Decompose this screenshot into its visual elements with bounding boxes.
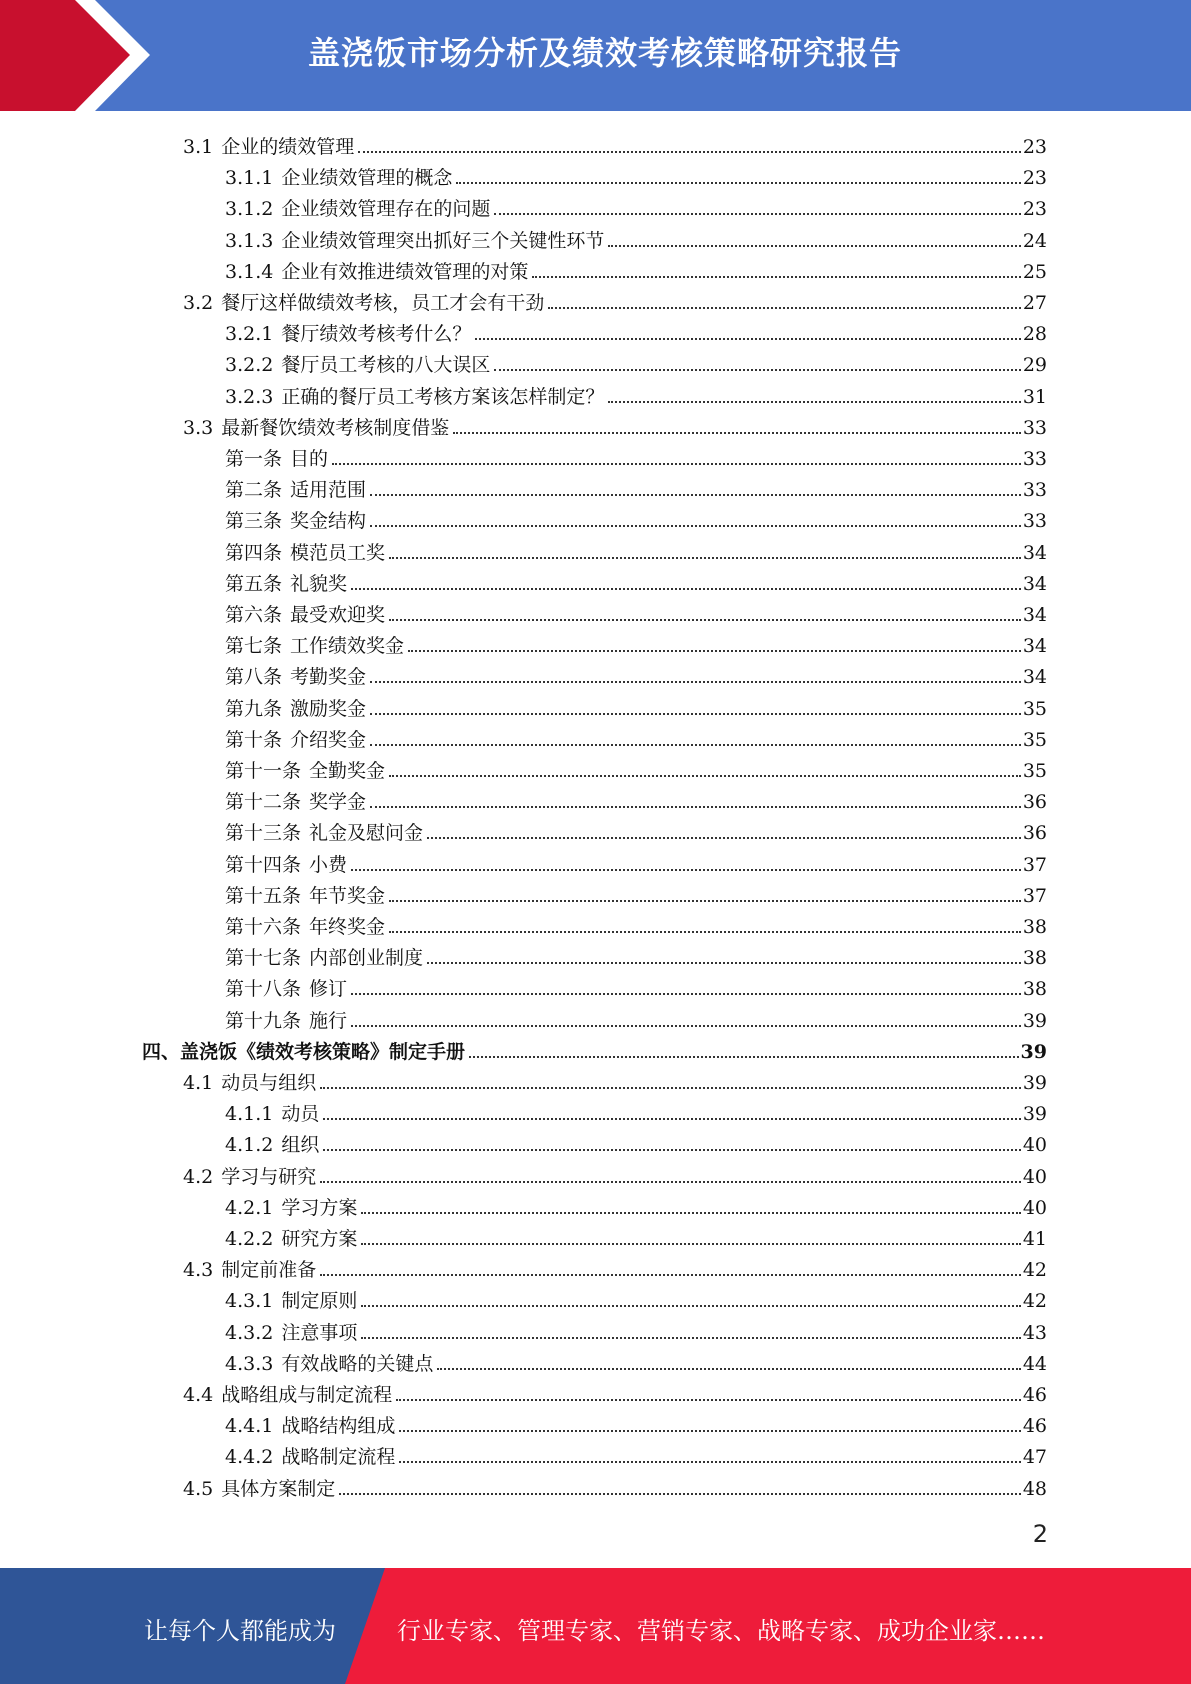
toc-entry-label: 餐厅员工考核的八大误区: [281, 354, 491, 377]
toc-entry[interactable]: [225, 846, 1047, 877]
toc-entry[interactable]: [225, 1220, 1047, 1251]
toc-dot-leader: [389, 619, 1021, 621]
toc-entry-label: 工作绩效奖金: [290, 635, 405, 658]
toc-entry-page: 39: [1022, 1009, 1047, 1032]
toc-entry-page: 29: [1022, 354, 1047, 377]
toc-entry-number: 第十条: [225, 728, 283, 751]
toc-dot-leader: [389, 931, 1021, 933]
toc-entry-page: 41: [1022, 1228, 1047, 1250]
toc-entry[interactable]: [225, 1345, 1047, 1376]
toc-entry-number: 3.1.1: [225, 167, 274, 190]
toc-entry-number: 4.2.2: [225, 1228, 274, 1250]
toc-entry-page: 31: [1022, 385, 1047, 408]
toc-entry-number: 第十二条: [225, 791, 302, 814]
toc-entry[interactable]: [225, 1407, 1047, 1438]
toc-entry-page: 42: [1022, 1259, 1047, 1282]
toc-entry[interactable]: [225, 471, 1047, 502]
toc-entry-number: 第一条: [225, 448, 283, 470]
toc-entry-page: 35: [1022, 760, 1047, 782]
toc-entry[interactable]: [225, 1438, 1047, 1469]
toc-entry-number: 3.2.1: [225, 323, 274, 346]
toc-entry-number: 4.4.1: [225, 1415, 274, 1438]
toc-entry[interactable]: [225, 502, 1047, 533]
toc-dot-leader: [339, 1493, 1021, 1495]
toc-entry[interactable]: [225, 1314, 1047, 1345]
toc-entry-label: 动员与组织: [221, 1072, 317, 1094]
toc-dot-leader: [453, 432, 1021, 434]
toc-entry-page: 35: [1022, 697, 1047, 720]
toc-entry-label: 战略制定流程: [281, 1446, 396, 1469]
toc-entry-number: 3.2.3: [225, 385, 274, 408]
toc-entry-page: 46: [1022, 1415, 1047, 1438]
toc-entry[interactable]: [225, 721, 1047, 752]
toc-dot-leader: [370, 744, 1021, 746]
toc-dot-leader: [370, 525, 1021, 527]
toc-entry-number: 3.1.2: [225, 198, 274, 221]
toc-dot-leader: [370, 713, 1021, 715]
page-number: 2: [1032, 1520, 1048, 1548]
toc-dot-leader: [370, 681, 1021, 683]
toc-entry-label: 企业绩效管理突出抓好三个关键性环节: [281, 229, 605, 252]
toc-entry-label: 制定原则: [281, 1290, 358, 1313]
toc-entry-number: 第十九条: [225, 1009, 302, 1032]
toc-dot-leader: [408, 650, 1021, 652]
toc-entry-page: 44: [1022, 1352, 1047, 1375]
toc-entry-page: 47: [1022, 1446, 1047, 1469]
toc-dot-leader: [361, 1337, 1020, 1339]
toc-entry-label: 企业有效推进绩效管理的对策: [281, 260, 529, 283]
toc-entry-page: 35: [1022, 728, 1047, 751]
toc-entry-number: 4.5: [183, 1477, 214, 1500]
toc-entry-number: 第十四条: [225, 853, 302, 876]
toc-dot-leader: [351, 869, 1021, 871]
toc-entry-number: 第十三条: [225, 822, 302, 845]
toc-entry-page: 38: [1022, 947, 1047, 970]
toc-entry-page: 34: [1022, 666, 1047, 689]
toc-entry-label: 目的: [290, 448, 329, 470]
toc-entry-label: 奖金结构: [290, 510, 367, 533]
toc-entry-page: 34: [1022, 572, 1047, 595]
toc-entry[interactable]: [183, 1376, 1047, 1407]
toc-dot-leader: [351, 1025, 1021, 1027]
toc-dot-leader: [323, 1149, 1020, 1151]
toc-entry-number: 第六条: [225, 604, 283, 626]
toc-entry-label: 制定前准备: [221, 1259, 317, 1282]
toc-entry-page: 28: [1022, 323, 1047, 346]
toc-entry[interactable]: [225, 1282, 1047, 1313]
toc-entry-page: 24: [1022, 229, 1047, 252]
toc-dot-leader: [399, 1430, 1020, 1432]
toc-entry-label: 具体方案制定: [221, 1477, 336, 1500]
toc-entry-page: 36: [1022, 822, 1047, 845]
toc-entry-page: 25: [1022, 260, 1047, 283]
toc-entry[interactable]: [225, 1095, 1047, 1126]
toc-entry-label: 内部创业制度: [309, 947, 424, 970]
toc-entry-page: 48: [1022, 1477, 1047, 1500]
toc-entry-label: 施行: [309, 1009, 348, 1032]
toc-entry-label: 最受欢迎奖: [290, 604, 386, 626]
toc-entry-number: 第七条: [225, 635, 283, 658]
toc-dot-leader: [320, 1181, 1021, 1183]
page-footer: [0, 1568, 1191, 1684]
toc-entry-label: 介绍奖金: [290, 728, 367, 751]
toc-dot-leader: [494, 369, 1020, 371]
toc-dot-leader: [396, 1399, 1021, 1401]
report-title: 盖浇饭市场分析及绩效考核策略研究报告: [307, 34, 902, 72]
toc-dot-leader: [370, 494, 1021, 496]
toc-dot-leader: [351, 588, 1021, 590]
toc-entry-page: 33: [1022, 448, 1047, 470]
toc-entry-number: 3.2: [183, 292, 214, 314]
toc-dot-leader: [389, 900, 1021, 902]
toc-entry[interactable]: [183, 1064, 1047, 1095]
toc-entry[interactable]: [225, 783, 1047, 814]
toc-dot-leader: [475, 338, 1020, 340]
toc-entry-label: 餐厅绩效考核考什么？: [281, 323, 472, 346]
toc-entry[interactable]: [225, 1002, 1047, 1033]
toc-entry-number: 第十一条: [225, 760, 302, 782]
toc-entry-number: 第五条: [225, 572, 283, 595]
toc-entry[interactable]: [183, 1470, 1047, 1501]
toc-entry-number: 第八条: [225, 666, 283, 689]
toc-entry[interactable]: [225, 1126, 1047, 1157]
toc-entry[interactable]: [225, 253, 1047, 284]
toc-dot-leader: [399, 1461, 1020, 1463]
toc-entry-label: 年节奖金: [309, 884, 386, 907]
toc-entry-page: 23: [1022, 198, 1047, 221]
toc-entry[interactable]: [183, 1158, 1047, 1189]
toc-entry-page: 39: [1022, 1072, 1047, 1094]
toc-entry-number: 4.3.3: [225, 1352, 274, 1375]
toc-entry-label: 餐厅这样做绩效考核，员工才会有干劲: [221, 292, 545, 314]
toc-dot-leader: [437, 1368, 1020, 1370]
toc-entry-label: 组织: [281, 1134, 320, 1157]
toc-dot-leader: [427, 837, 1021, 839]
toc-entry[interactable]: [225, 877, 1047, 908]
toc-entry-label: 小费: [309, 853, 348, 876]
toc-entry-label: 企业的绩效管理: [221, 136, 355, 158]
toc-dot-leader: [389, 557, 1021, 559]
toc-entry-label: 企业绩效管理存在的问题: [281, 198, 491, 221]
toc-entry-number: 3.1.4: [225, 260, 274, 283]
toc-entry-number: 4.4: [183, 1384, 214, 1406]
toc-entry[interactable]: [225, 627, 1047, 658]
toc-entry-number: 3.2.2: [225, 354, 274, 377]
toc-entry-label: 正确的餐厅员工考核方案该怎样制定？: [281, 385, 605, 408]
toc-dot-leader: [351, 993, 1021, 995]
toc-entry-number: 第十八条: [225, 978, 302, 1001]
toc-entry-label: 修订: [309, 978, 348, 1001]
toc-entry-number: 3.1.3: [225, 229, 274, 252]
toc-entry[interactable]: [225, 159, 1047, 190]
toc-entry-label: 战略组成与制定流程: [221, 1384, 393, 1406]
toc-dot-leader: [320, 1087, 1021, 1089]
toc-entry-label: 动员: [281, 1103, 320, 1126]
toc-entry-page: 37: [1022, 884, 1047, 907]
toc-entry[interactable]: [225, 939, 1047, 970]
toc-entry-label: 奖学金: [309, 791, 367, 814]
toc-entry-label: 学习与研究: [221, 1165, 317, 1188]
toc-entry-number: 第十六条: [225, 916, 302, 938]
toc-dot-leader: [323, 1118, 1020, 1120]
toc-entry-label: 考勤奖金: [290, 666, 367, 689]
toc-dot-leader: [358, 151, 1021, 153]
toc-dot-leader: [389, 775, 1021, 777]
toc-entry-page: 34: [1022, 541, 1047, 564]
toc-entry[interactable]: [225, 346, 1047, 377]
toc-entry-number: 4.3.2: [225, 1321, 274, 1344]
toc-entry[interactable]: [225, 690, 1047, 721]
toc-entry-page: 27: [1022, 292, 1047, 314]
toc-entry[interactable]: [225, 908, 1047, 939]
toc-entry-label: 企业绩效管理的概念: [281, 167, 453, 190]
toc-entry-page: 46: [1022, 1384, 1047, 1406]
toc-entry-page: 34: [1022, 635, 1047, 658]
toc-entry-number: 4.1.1: [225, 1103, 274, 1126]
toc-dot-leader: [370, 806, 1021, 808]
toc-entry[interactable]: [225, 1189, 1047, 1220]
toc-entry-number: 第四条: [225, 541, 283, 564]
toc-entry[interactable]: [183, 409, 1047, 440]
toc-entry-label: 礼金及慰问金: [309, 822, 424, 845]
toc-dot-leader: [548, 307, 1021, 309]
toc-entry[interactable]: [183, 284, 1047, 315]
toc-dot-leader: [469, 1056, 1019, 1058]
toc-entry-number: 第三条: [225, 510, 283, 533]
toc-entry-page: 33: [1022, 510, 1047, 533]
toc-entry-number: 4.4.2: [225, 1446, 274, 1469]
toc-entry-number: 3.1: [183, 136, 214, 158]
toc-entry[interactable]: [225, 970, 1047, 1001]
toc-entry-page: 40: [1022, 1134, 1047, 1157]
toc-entry-label: 学习方案: [281, 1196, 358, 1219]
toc-entry-number: 第十七条: [225, 947, 302, 970]
toc-entry[interactable]: [225, 190, 1047, 221]
toc-entry[interactable]: [225, 752, 1047, 783]
toc-entry-page: 38: [1022, 978, 1047, 1001]
toc-entry[interactable]: [142, 1033, 1047, 1064]
toc-entry-page: 37: [1022, 853, 1047, 876]
toc-entry-page: 40: [1022, 1196, 1047, 1219]
toc-entry[interactable]: [225, 814, 1047, 845]
toc-entry[interactable]: [225, 378, 1047, 409]
toc-entry-page: 42: [1022, 1290, 1047, 1313]
toc-entry-number: 第十五条: [225, 884, 302, 907]
toc-entry-label: 全勤奖金: [309, 760, 386, 782]
toc-entry-page: 34: [1022, 604, 1047, 626]
toc-entry-page: 39: [1022, 1103, 1047, 1126]
toc-entry-number: 4.1.2: [225, 1134, 274, 1157]
toc-entry-label: 模范员工奖: [290, 541, 386, 564]
toc-entry-page: 43: [1022, 1321, 1047, 1344]
toc-dot-leader: [320, 1274, 1021, 1276]
toc-entry-number: 4.1: [183, 1072, 214, 1094]
toc-dot-leader: [361, 1212, 1020, 1214]
toc-entry-label: 四、盖浇饭《绩效考核策略》制定手册: [142, 1040, 466, 1063]
toc-entry-number: 4.3.1: [225, 1290, 274, 1313]
toc-entry-label: 战略结构组成: [281, 1415, 396, 1438]
toc-entry[interactable]: [225, 440, 1047, 471]
toc-entry[interactable]: [225, 315, 1047, 346]
toc-entry-label: 注意事项: [281, 1321, 358, 1344]
toc-entry-number: 3.3: [183, 416, 214, 439]
toc-dot-leader: [532, 276, 1020, 278]
toc-dot-leader: [361, 1243, 1020, 1245]
toc-entry-number: 4.3: [183, 1259, 214, 1282]
toc-entry-label: 年终奖金: [309, 916, 386, 938]
toc-entry[interactable]: [225, 565, 1047, 596]
page-header: [0, 0, 1191, 111]
toc-entry-label: 适用范围: [290, 479, 367, 502]
toc-entry-page: 33: [1022, 416, 1047, 439]
toc-dot-leader: [361, 1305, 1020, 1307]
footer-slogan-right: 行业专家、管理专家、营销专家、战略专家、成功企业家……: [397, 1617, 1045, 1645]
toc-entry[interactable]: [225, 222, 1047, 253]
toc-entry-page: 23: [1022, 167, 1047, 190]
toc-dot-leader: [494, 213, 1020, 215]
toc-entry-label: 最新餐饮绩效考核制度借鉴: [221, 416, 450, 439]
toc-entry[interactable]: [183, 1251, 1047, 1282]
toc-dot-leader: [456, 182, 1020, 184]
toc-entry-number: 4.2: [183, 1165, 214, 1188]
toc-entry-page: 39: [1020, 1040, 1047, 1063]
toc-entry[interactable]: [225, 596, 1047, 627]
toc-entry-page: 38: [1022, 916, 1047, 938]
toc-entry-number: 第九条: [225, 697, 283, 720]
toc-dot-leader: [608, 401, 1020, 403]
toc-entry-page: 33: [1022, 479, 1047, 502]
toc-entry-label: 礼貌奖: [290, 572, 348, 595]
toc-entry-page: 23: [1022, 136, 1047, 158]
toc-entry[interactable]: [225, 534, 1047, 565]
toc-dot-leader: [332, 463, 1021, 465]
toc-entry-label: 有效战略的关键点: [281, 1352, 434, 1375]
toc-entry-label: 研究方案: [281, 1228, 358, 1250]
toc-dot-leader: [608, 245, 1020, 247]
toc-entry[interactable]: [183, 128, 1047, 159]
toc-entry-label: 激励奖金: [290, 697, 367, 720]
toc-entry-page: 40: [1022, 1165, 1047, 1188]
toc-dot-leader: [427, 962, 1021, 964]
toc-entry-number: 第二条: [225, 479, 283, 502]
toc-entry[interactable]: [225, 658, 1047, 689]
toc-entry-page: 36: [1022, 791, 1047, 814]
footer-slogan-left: 让每个人都能成为: [144, 1617, 336, 1645]
toc-entry-number: 4.2.1: [225, 1196, 274, 1219]
